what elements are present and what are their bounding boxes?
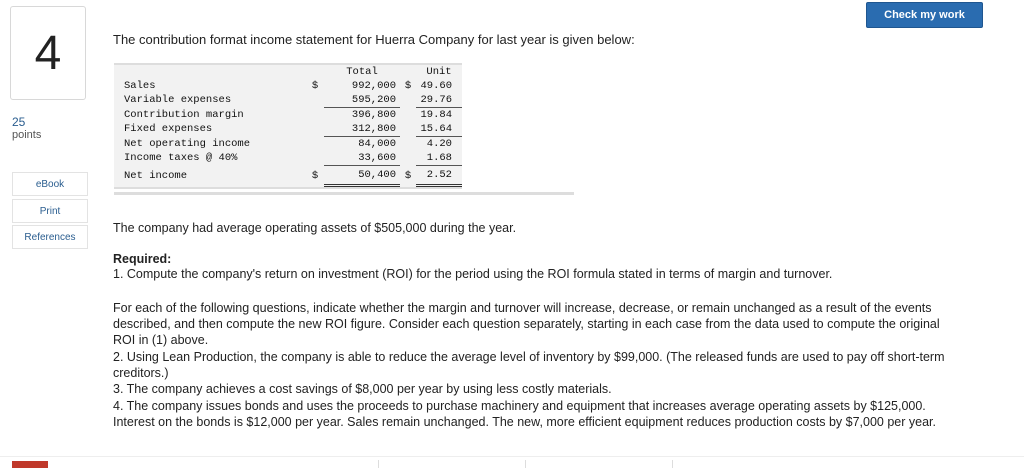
statement-row-sales: [114, 79, 462, 93]
row-total: 992,000: [351, 80, 396, 92]
row-unit-currency: [400, 137, 416, 152]
question-2-text: 2. Using Lean Production, the company is able to reduce the average level of inventory by $99,000. (The released funds are used to pay off short-term creditors.): [113, 350, 945, 380]
required-title: Required:: [113, 252, 172, 266]
points-value: 25: [12, 115, 26, 129]
row-unit: 29.76: [416, 93, 462, 108]
row-unit-currency: $: [404, 169, 412, 182]
ebook-button[interactable]: eBook: [12, 172, 88, 196]
row-total: 84,000: [358, 138, 396, 150]
bottom-separator: [525, 460, 526, 468]
question-number: 4: [10, 6, 86, 100]
row-label: Fixed expenses: [124, 123, 213, 136]
row-total: 33,600: [324, 151, 400, 166]
row-currency: [306, 108, 324, 123]
references-button[interactable]: References: [12, 225, 88, 249]
row-unit-currency: [400, 122, 416, 137]
intro-text: The contribution format income statement for Huerra Company for last year is given below:: [113, 32, 635, 47]
statement-row-net-operating-income: [114, 137, 462, 152]
col-unit-header: Unit: [426, 66, 452, 78]
row-label: Net income: [124, 169, 188, 182]
bottom-separator: [378, 460, 379, 468]
row-total: 312,800: [324, 122, 400, 137]
income-statement: [114, 63, 462, 189]
row-total: 396,800: [351, 109, 396, 121]
row-unit-currency: [400, 108, 416, 123]
row-unit: 4.20: [426, 138, 452, 150]
row-total: 595,200: [324, 93, 400, 108]
row-unit: 19.84: [420, 109, 452, 121]
question-3-text: 3. The company achieves a cost savings of $8,000 per year by using less costly materials.: [113, 382, 612, 396]
question-1-text: 1. Compute the company's return on investment (ROI) for the period using the ROI formula stated in terms of margin and turnover.: [113, 267, 833, 281]
row-total: 50,400: [324, 166, 400, 186]
bottom-divider: [0, 456, 1024, 457]
check-my-work-button[interactable]: Check my work: [866, 2, 983, 28]
row-label: Net operating income: [124, 137, 251, 150]
statement-row-income-taxes: [114, 151, 462, 166]
row-unit-currency: [400, 151, 416, 166]
print-button[interactable]: Print: [12, 199, 88, 223]
row-unit: 2.52: [416, 166, 462, 186]
row-unit-currency: [400, 93, 416, 108]
points-label: points: [12, 129, 42, 141]
row-unit: 15.64: [416, 122, 462, 137]
assets-text: The company had average operating assets of $505,000 during the year.: [113, 221, 517, 235]
statement-row-net-income: [114, 166, 462, 186]
row-currency: [306, 151, 324, 166]
statement-divider: [114, 192, 574, 195]
row-currency: [306, 122, 324, 137]
row-currency: $: [311, 80, 319, 92]
income-statement-table: [114, 65, 462, 187]
col-total-header: Total: [346, 66, 378, 78]
instructions-text: For each of the following questions, indicate whether the margin and turnover will increase, decrease, or remain unchanged as a result of the events described, and then compute the new ROI figure. Consider each question separately, starting in each case from the data used to compute the original ROI in (1) above.: [113, 301, 940, 347]
statement-row-variable-expenses: [114, 93, 462, 108]
statement-row-contribution-margin: [114, 108, 462, 123]
bottom-tab-marker: [12, 461, 48, 468]
statement-header-row: [114, 65, 462, 79]
question-4-text: 4. The company issues bonds and uses the proceeds to purchase machinery and equipment that increases average operating assets by $125,000. Interest on the bonds is $12,000 per year. Sales remain unchanged. The new, more efficient equipment reduces production costs by $7,000 per year.: [113, 399, 936, 429]
row-label: Sales: [124, 80, 156, 92]
row-label: Contribution margin: [124, 108, 244, 121]
row-unit-currency: $: [404, 80, 412, 92]
row-label: Income taxes @ 40%: [124, 152, 238, 165]
row-currency: $: [311, 169, 319, 182]
row-unit: 49.60: [420, 80, 452, 92]
row-currency: [306, 93, 324, 108]
row-label: Variable expenses: [124, 94, 232, 107]
bottom-separator: [672, 460, 673, 468]
row-currency: [306, 137, 324, 152]
statement-row-fixed-expenses: [114, 122, 462, 137]
row-unit: 1.68: [416, 151, 462, 166]
